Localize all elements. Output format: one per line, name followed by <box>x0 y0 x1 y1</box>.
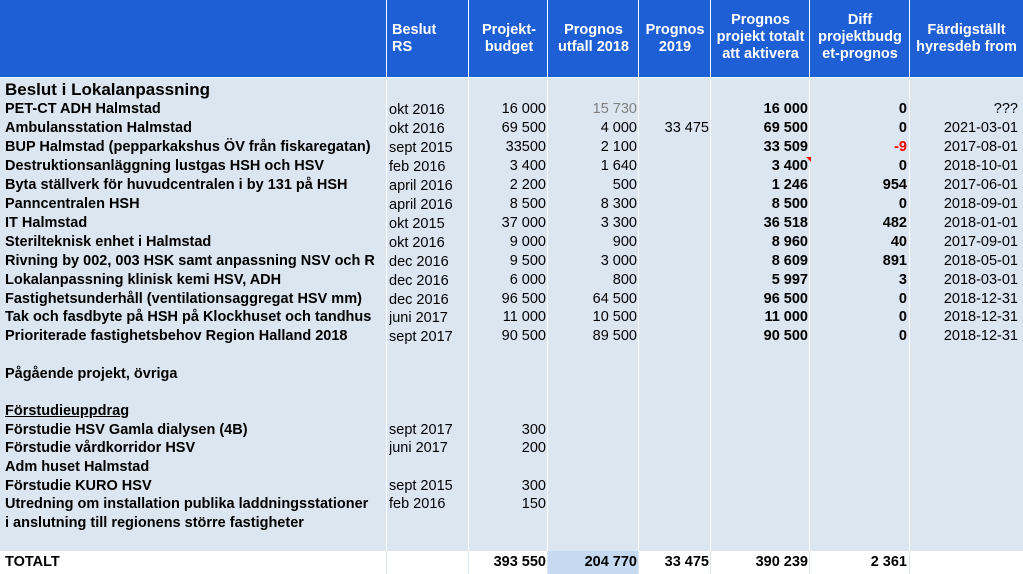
cell: okt 2016 <box>389 121 445 137</box>
cell: Prioriterade fastighetsbehov Region Halland 2018 <box>5 328 348 344</box>
cell: 800 <box>612 272 637 288</box>
cell: PET-CT ADH Halmstad <box>5 101 161 117</box>
cell: 37 000 <box>501 215 546 231</box>
cell: 0 <box>898 328 907 344</box>
cell: 33 509 <box>763 139 808 155</box>
cell: 900 <box>612 234 637 250</box>
cell: ??? <box>993 101 1018 117</box>
cell: 1 640 <box>600 158 637 174</box>
cell: 6 000 <box>509 272 546 288</box>
total-prognos-totalt: 390 239 <box>755 554 808 570</box>
cell: Destruktionsanläggning lustgas HSH och HSV <box>5 158 325 174</box>
cell: sept 2017 <box>389 422 453 438</box>
cell: 36 518 <box>763 215 808 231</box>
cell: Fastighetsunderhåll (ventilationsaggregat HSV mm) <box>5 291 362 307</box>
cell: 33500 <box>505 139 546 155</box>
cell: okt 2015 <box>389 216 445 232</box>
forstudie-title: Förstudieuppdrag <box>5 403 130 419</box>
cell: 150 <box>521 496 546 512</box>
cell: Förstudie vårdkorridor HSV <box>5 440 196 456</box>
cell: Panncentralen HSH <box>5 196 140 212</box>
cell: 2018-10-01 <box>943 158 1018 174</box>
cell: 500 <box>612 177 637 193</box>
cell: 2018-09-01 <box>943 196 1018 212</box>
cell: 40 <box>890 234 907 250</box>
cell: Förstudie KURO HSV <box>5 478 152 494</box>
cell: 2018-12-31 <box>943 309 1018 325</box>
header-prognos-2018[interactable]: Prognos utfall 2018 <box>558 22 629 55</box>
cell: 69 500 <box>501 120 546 136</box>
cell: Lokalanpassning klinisk kemi HSV, ADH <box>5 272 282 288</box>
cell: 3 400 <box>771 158 808 174</box>
cell: 64 500 <box>592 291 637 307</box>
cell: 96 500 <box>501 291 546 307</box>
cell: 2018-01-01 <box>943 215 1018 231</box>
header-budget[interactable]: Projekt- budget <box>482 22 536 55</box>
cell: 33 475 <box>664 120 709 136</box>
gridline <box>386 0 387 574</box>
cell: 0 <box>898 196 907 212</box>
gridline <box>638 0 639 574</box>
cell: 16 000 <box>763 101 808 117</box>
cell: feb 2016 <box>389 159 446 175</box>
cell: sept 2015 <box>389 478 453 494</box>
cell: 0 <box>898 309 907 325</box>
cell: 9 500 <box>509 253 546 269</box>
cell: april 2016 <box>389 178 453 194</box>
cell: 2018-05-01 <box>943 253 1018 269</box>
cell: okt 2016 <box>389 102 445 118</box>
section-title: Beslut i Lokalanpassning <box>5 80 210 99</box>
header-beslut[interactable]: Beslut RS <box>392 22 437 55</box>
cell: 200 <box>521 440 546 456</box>
cell: juni 2017 <box>389 440 448 456</box>
cell: 2 200 <box>509 177 546 193</box>
cell: dec 2016 <box>389 273 449 289</box>
cell: 0 <box>898 158 907 174</box>
cell: 0 <box>898 120 907 136</box>
header-fardigstallt[interactable]: Färdigställt hyresdeb from <box>916 22 1017 55</box>
pagaende-title: Pågående projekt, övriga <box>5 366 178 382</box>
cell: 2017-09-01 <box>943 234 1018 250</box>
cell: 2018-12-31 <box>943 291 1018 307</box>
cell: 954 <box>882 177 907 193</box>
cell: i anslutning till regionens större fastigheter <box>5 515 304 531</box>
cell: 2018-12-31 <box>943 328 1018 344</box>
cell: 11 000 <box>502 309 546 325</box>
cell: Förstudie HSV Gamla dialysen (4B) <box>5 422 248 438</box>
total-prognos-2019: 33 475 <box>664 554 709 570</box>
cell: 15 730 <box>592 101 637 117</box>
total-label: TOTALT <box>5 554 60 570</box>
comment-marker-icon[interactable] <box>806 157 811 162</box>
cell: dec 2016 <box>389 254 449 270</box>
cell: Sterilteknisk enhet i Halmstad <box>5 234 212 250</box>
header-prognos-2019[interactable]: Prognos 2019 <box>645 22 705 55</box>
cell: 2017-06-01 <box>943 177 1018 193</box>
cell: 2 100 <box>600 139 637 155</box>
cell: sept 2017 <box>389 329 453 345</box>
cell: IT Halmstad <box>5 215 88 231</box>
cell: 11 000 <box>764 309 808 325</box>
cell: 89 500 <box>592 328 637 344</box>
cell: Adm huset Halmstad <box>5 459 150 475</box>
cell: 0 <box>898 101 907 117</box>
cell: 69 500 <box>763 120 808 136</box>
cell: 10 500 <box>592 309 637 325</box>
cell: Byta ställverk för huvudcentralen i by 131 på HSH <box>5 177 348 193</box>
cell: Utredning om installation publika laddningsstationer <box>5 496 369 512</box>
cell: 3 <box>898 272 907 288</box>
cell: BUP Halmstad (pepparkakshus ÖV från fiskaregatan) <box>5 139 371 155</box>
cell: 2018-03-01 <box>943 272 1018 288</box>
cell: 8 960 <box>771 234 808 250</box>
cell: Tak och fasdbyte på HSH på Klockhuset och tandhus <box>5 309 372 325</box>
header-diff[interactable]: Diff projektbudg et-prognos <box>818 12 902 62</box>
cell: 96 500 <box>763 291 808 307</box>
cell: april 2016 <box>389 197 453 213</box>
cell: 3 000 <box>600 253 637 269</box>
cell: 5 997 <box>771 272 808 288</box>
total-diff: 2 361 <box>870 554 907 570</box>
total-budget: 393 550 <box>493 554 546 570</box>
cell: 8 609 <box>771 253 808 269</box>
cell: 3 400 <box>509 158 546 174</box>
gridline <box>0 77 1023 78</box>
cell: juni 2017 <box>389 310 448 326</box>
cell: 4 000 <box>600 120 637 136</box>
cell: dec 2016 <box>389 292 449 308</box>
cell: 891 <box>882 253 907 269</box>
cell: 300 <box>521 422 546 438</box>
header-labels <box>0 0 1023 77</box>
cell: 0 <box>898 291 907 307</box>
cell: 90 500 <box>763 328 808 344</box>
cell: feb 2016 <box>389 496 446 512</box>
cell: 8 500 <box>509 196 546 212</box>
cell: 3 300 <box>600 215 637 231</box>
cell: 8 300 <box>600 196 637 212</box>
header-prognos-totalt[interactable]: Prognos projekt totalt att aktivera <box>716 12 805 62</box>
cell: 2017-08-01 <box>943 139 1018 155</box>
cell: Ambulansstation Halmstad <box>5 120 192 136</box>
cell: 9 000 <box>509 234 546 250</box>
cell: 16 000 <box>501 101 546 117</box>
cell: 300 <box>521 478 546 494</box>
negative-diff: -9 <box>894 139 907 155</box>
cell: Rivning by 002, 003 HSK samt anpassning NSV och R <box>5 253 375 269</box>
cell: 482 <box>882 215 907 231</box>
cell: 8 500 <box>771 196 808 212</box>
cell: 1 246 <box>771 177 808 193</box>
cell: okt 2016 <box>389 235 445 251</box>
cell: 90 500 <box>501 328 546 344</box>
total-prognos-2018: 204 770 <box>584 554 637 570</box>
cell: sept 2015 <box>389 140 453 156</box>
cell: 2021-03-01 <box>943 120 1018 136</box>
